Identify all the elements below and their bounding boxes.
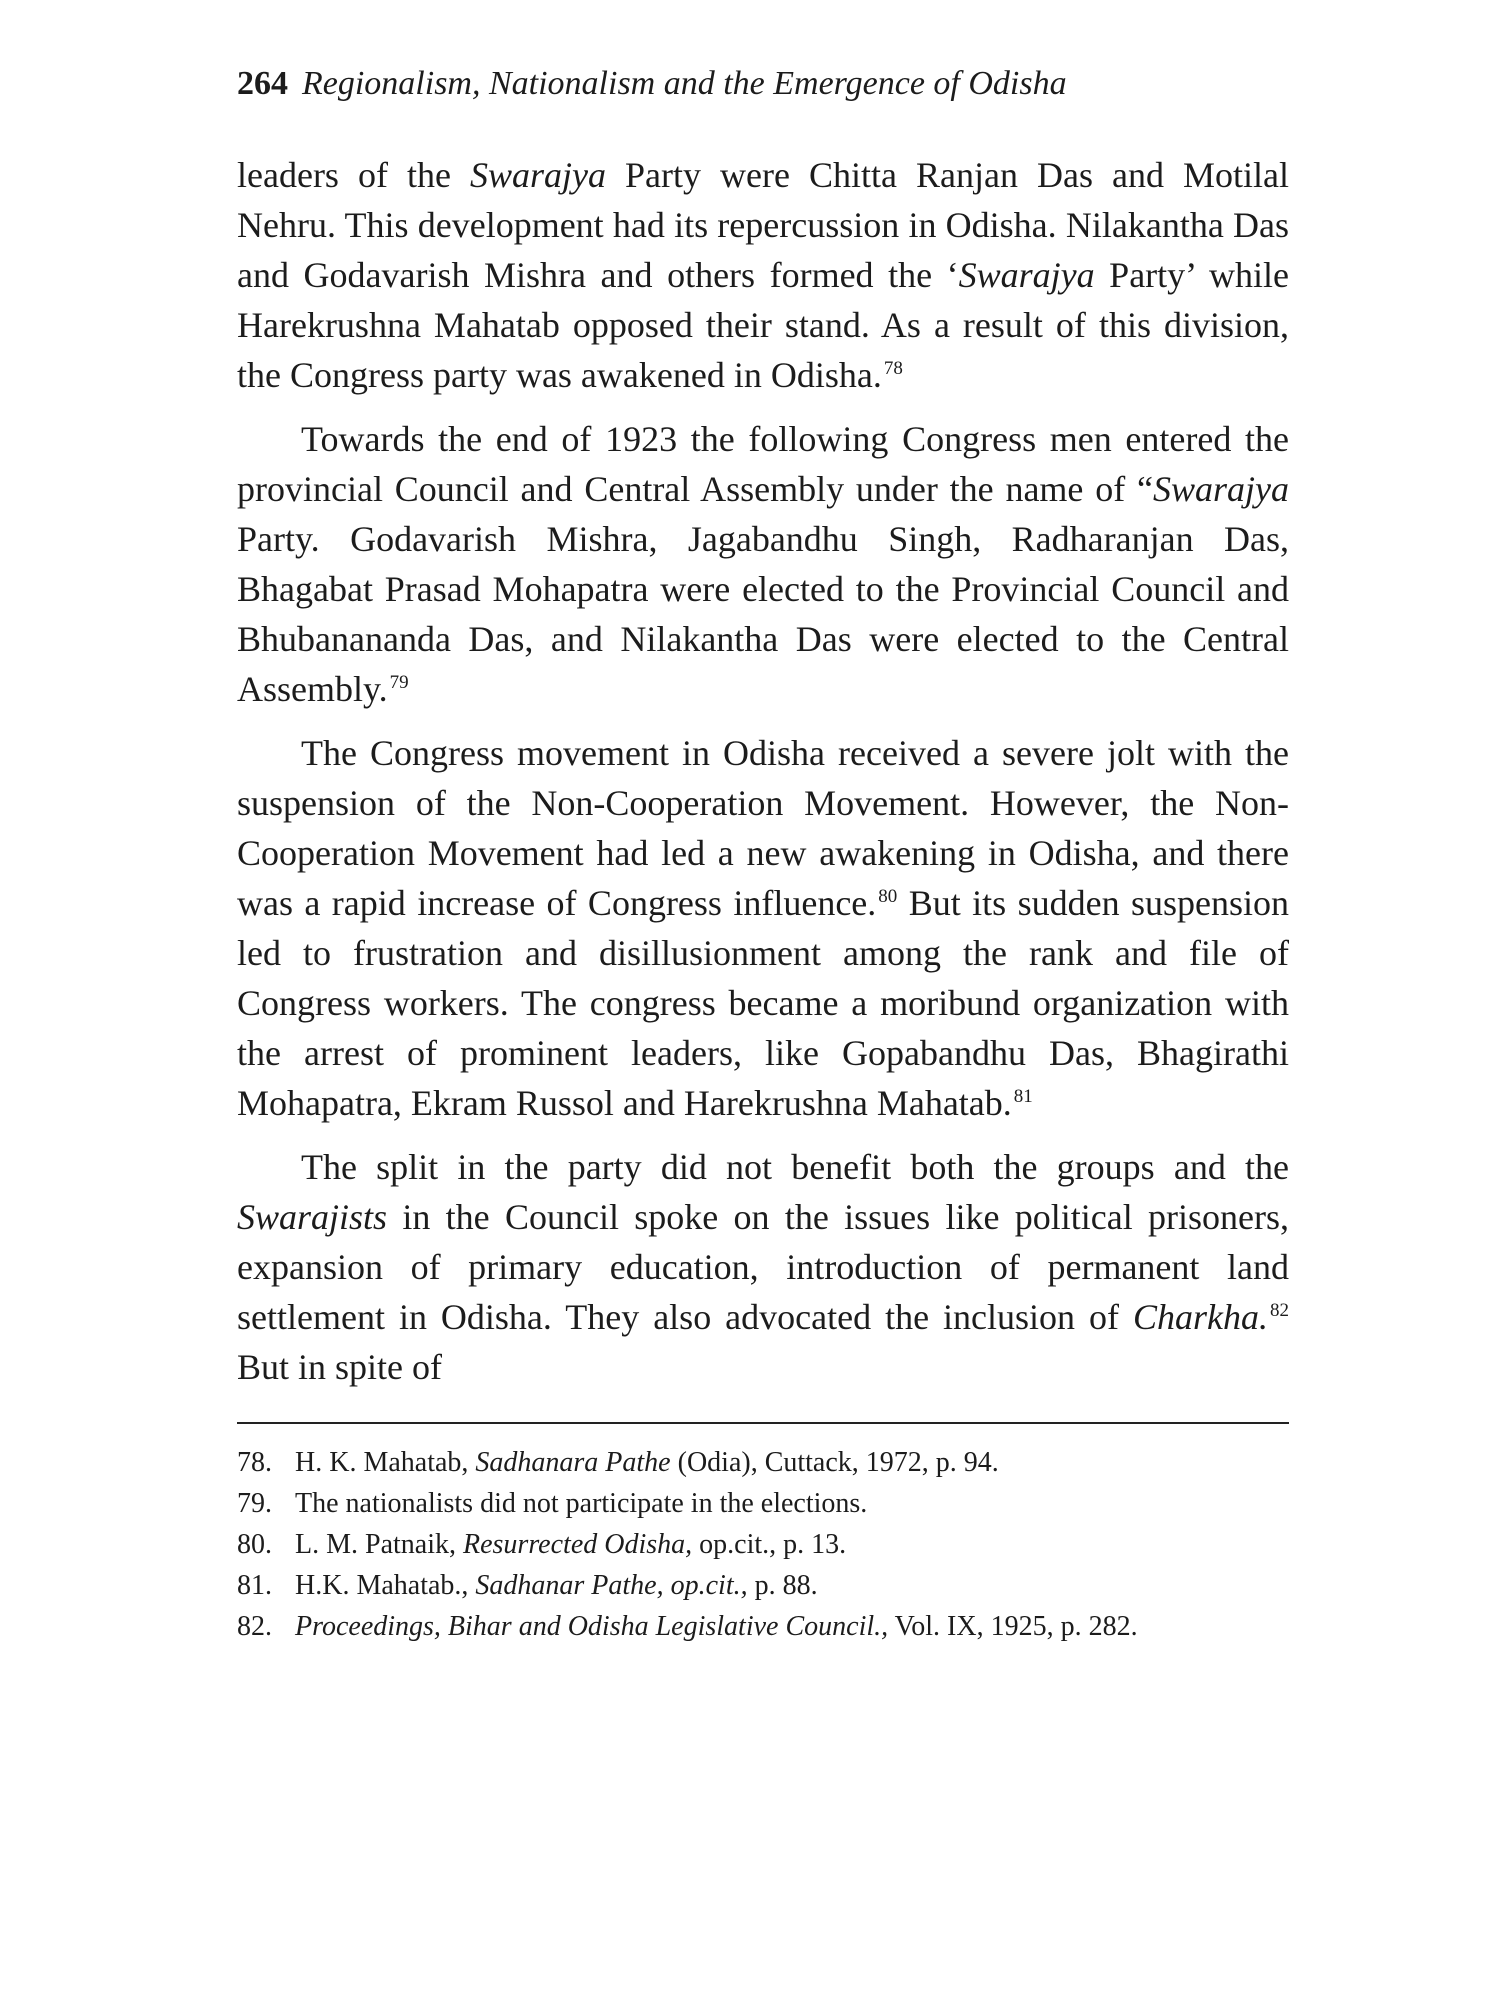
page-number: 264	[237, 65, 288, 102]
footnote-82: 82. Proceedings, Bihar and Odisha Legislative Council., Vol. IX, 1925, p. 282.	[237, 1611, 1138, 1642]
footnote-79: 79. The nationalists did not participate in the elections.	[237, 1488, 868, 1519]
footnote-ref: 81	[1013, 1086, 1033, 1107]
footnote-divider	[237, 1422, 1289, 1424]
footnote-81: 81. H.K. Mahatab., Sadhanar Pathe, op.cit., p. 88.	[237, 1570, 818, 1601]
footnote-78: 78. H. K. Mahatab, Sadhanara Pathe (Odia), Cuttack, 1972, p. 94.	[237, 1447, 999, 1478]
footnote-80: 80. L. M. Patnaik, Resurrected Odisha, op.cit., p. 13.	[237, 1529, 847, 1560]
footnote-ref: 82	[1270, 1300, 1289, 1321]
body-text	[237, 150, 1289, 1392]
paragraph-1: leaders of the Swarajya Party were Chitta Ranjan Das and Motilal Nehru. This development had its repercussion in Odisha. Nilakantha Das and Godavarish Mishra and others formed the ‘Swarajya Party’ while Harekrushna Mahatab opposed their stand. As a result of this division, the Congress party was awakened in Odisha. $^{78}$	[237, 155, 1289, 395]
footnote-ref: 80	[878, 886, 898, 907]
paragraph-4: The split in the party did not benefit both the groups and the Swarajists in the Council spoke on the issues like political prisoners, expansion of primary education, introduction of permanent land settlement in Odisha. They also advocated the inclusion of Charkha. $^{82}$ But in spite of	[237, 1147, 1289, 1387]
paragraph-2: Towards the end of 1923 the following Congress men entered the provincial Council and Central Assembly under the name of “Swarajya Party. Godavarish Mishra, Jagabandhu Singh, Radharanjan Das, Bhagabat Prasad Mohapatra were elected to the Provincial Council and Bhubanananda Das, and Nilakantha Das were elected to the Central Assembly. $^{79}$	[237, 419, 1289, 709]
footnote-ref: 79	[389, 672, 409, 693]
paragraph-3: The Congress movement in Odisha received a severe jolt with the suspension of the Non-Cooperation Movement. However, the Non-Cooperation Movement had led a new awakening in Odisha, and there was a rapid increase of Congress influence. $^{80}$ But its sudden suspension led to frustration and disillusionment among the rank and file of Congress workers. The congress became a moribund organization with the arrest of prominent leaders, like Gopabandhu Das, Bhagirathi Mohapatra, Ekram Russol and Harekrushna Mahatab. $^{81}$	[237, 733, 1290, 1123]
footnote-ref: 78	[883, 358, 903, 379]
running-header	[237, 60, 1289, 108]
footnotes	[237, 1442, 1289, 1647]
running-title: Regionalism, Nationalism and the Emergence of Odisha	[302, 65, 1067, 102]
book-page	[237, 60, 1289, 1647]
